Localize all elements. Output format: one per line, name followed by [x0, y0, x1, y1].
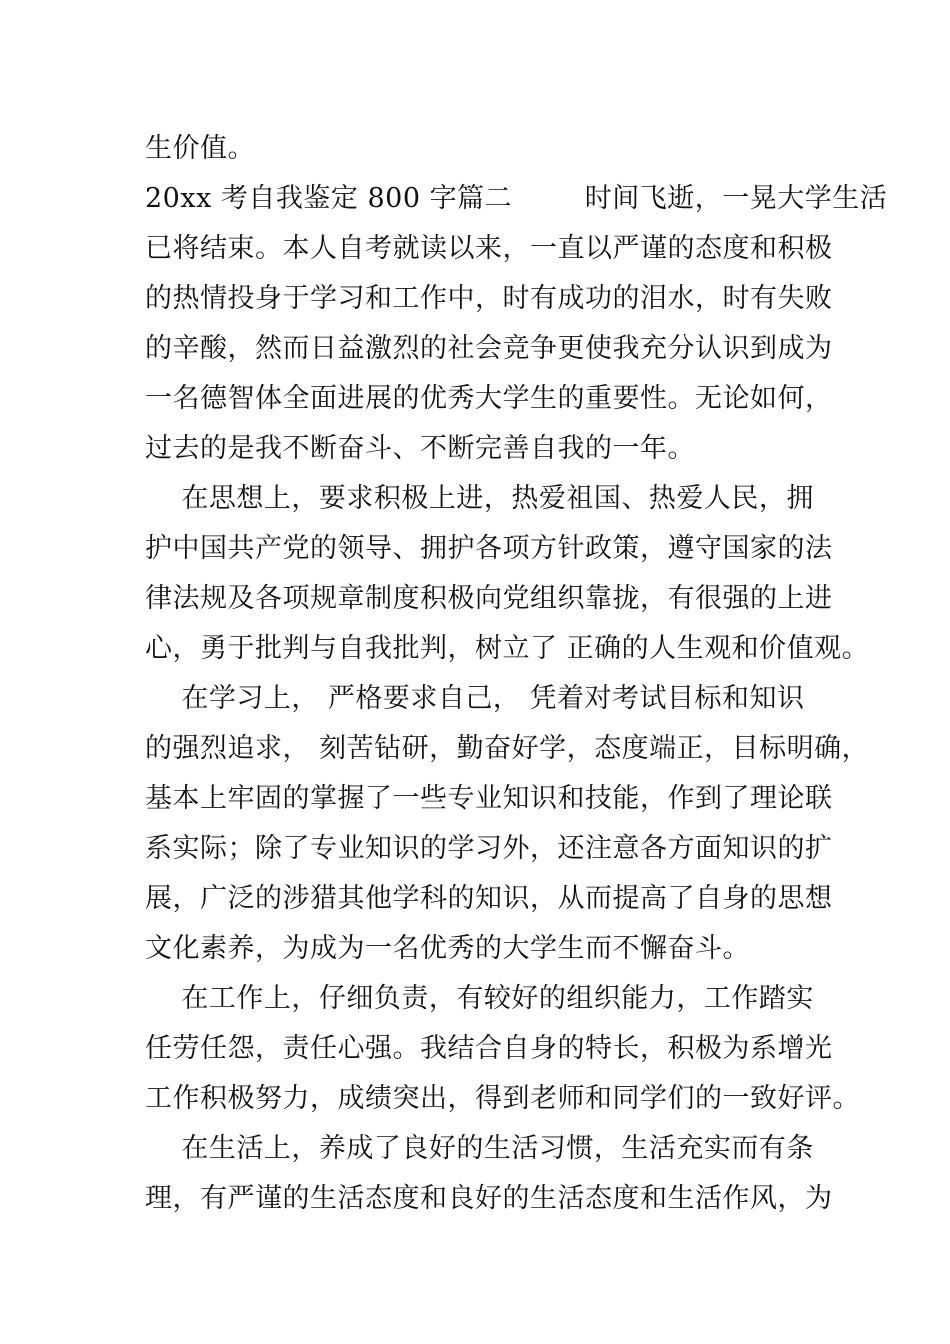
text-line: 系实际；除了专业知识的学习外，还注意各方面知识的扩: [145, 833, 833, 864]
text-line: 文化素养，为成为一名优秀的大学生而不懈奋斗。: [145, 933, 750, 964]
text-line: 的热情投身于学习和工作中，时有成功的泪水，时有失败: [145, 283, 833, 314]
text-line: 一名德智体全面进展的优秀大学生的重要性。无论如何，: [145, 383, 833, 414]
text-line: 在生活上，养成了良好的生活习惯，生活充实而有条: [145, 1133, 814, 1164]
text-line: 基本上牢固的掌握了一些专业知识和技能，作到了理论联: [145, 783, 833, 814]
text-line: 20xx 考自我鉴定 800 字篇二 时间飞逝，一晃大学生活: [145, 183, 888, 214]
text-line: 工作积极努力，成绩突出，得到老师和同学们的一致好评。: [145, 1083, 860, 1114]
text-line: 护中国共产党的领导、拥护各项方针政策，遵守国家的法: [145, 533, 833, 564]
text-line: 生价值。: [145, 133, 255, 164]
text-line: 律法规及各项规章制度积极向党组织靠拢，有很强的上进: [145, 583, 833, 614]
text-line: 任劳任怨，责任心强。我结合自身的特长，积极为系增光: [145, 1033, 833, 1064]
text-line: 已将结束。本人自考就读以来，一直以严谨的态度和积极: [145, 233, 833, 264]
text-line: 在思想上，要求积极上进，热爱祖国、热爱人民，拥: [145, 483, 814, 514]
text-line: 的强烈追求， 刻苦钻研，勤奋好学，态度端正，目标明确，: [145, 733, 870, 764]
text-line: 理，有严谨的生活态度和良好的生活态度和生活作风，为: [145, 1183, 833, 1214]
text-line: 展，广泛的涉猎其他学科的知识，从而提高了自身的思想: [145, 883, 833, 914]
text-line: 在工作上，仔细负责，有较好的组织能力，工作踏实: [145, 983, 814, 1014]
text-line: 心，勇于批判与自我批判，树立了 正确的人生观和价值观。: [145, 633, 870, 664]
text-line: 过去的是我不断奋斗、不断完善自我的一年。: [145, 433, 695, 464]
text-line: 的辛酸，然而日益激烈的社会竞争更使我充分认识到成为: [145, 333, 833, 364]
text-line: 在学习上， 严格要求自己， 凭着对考试目标和知识: [145, 683, 805, 714]
